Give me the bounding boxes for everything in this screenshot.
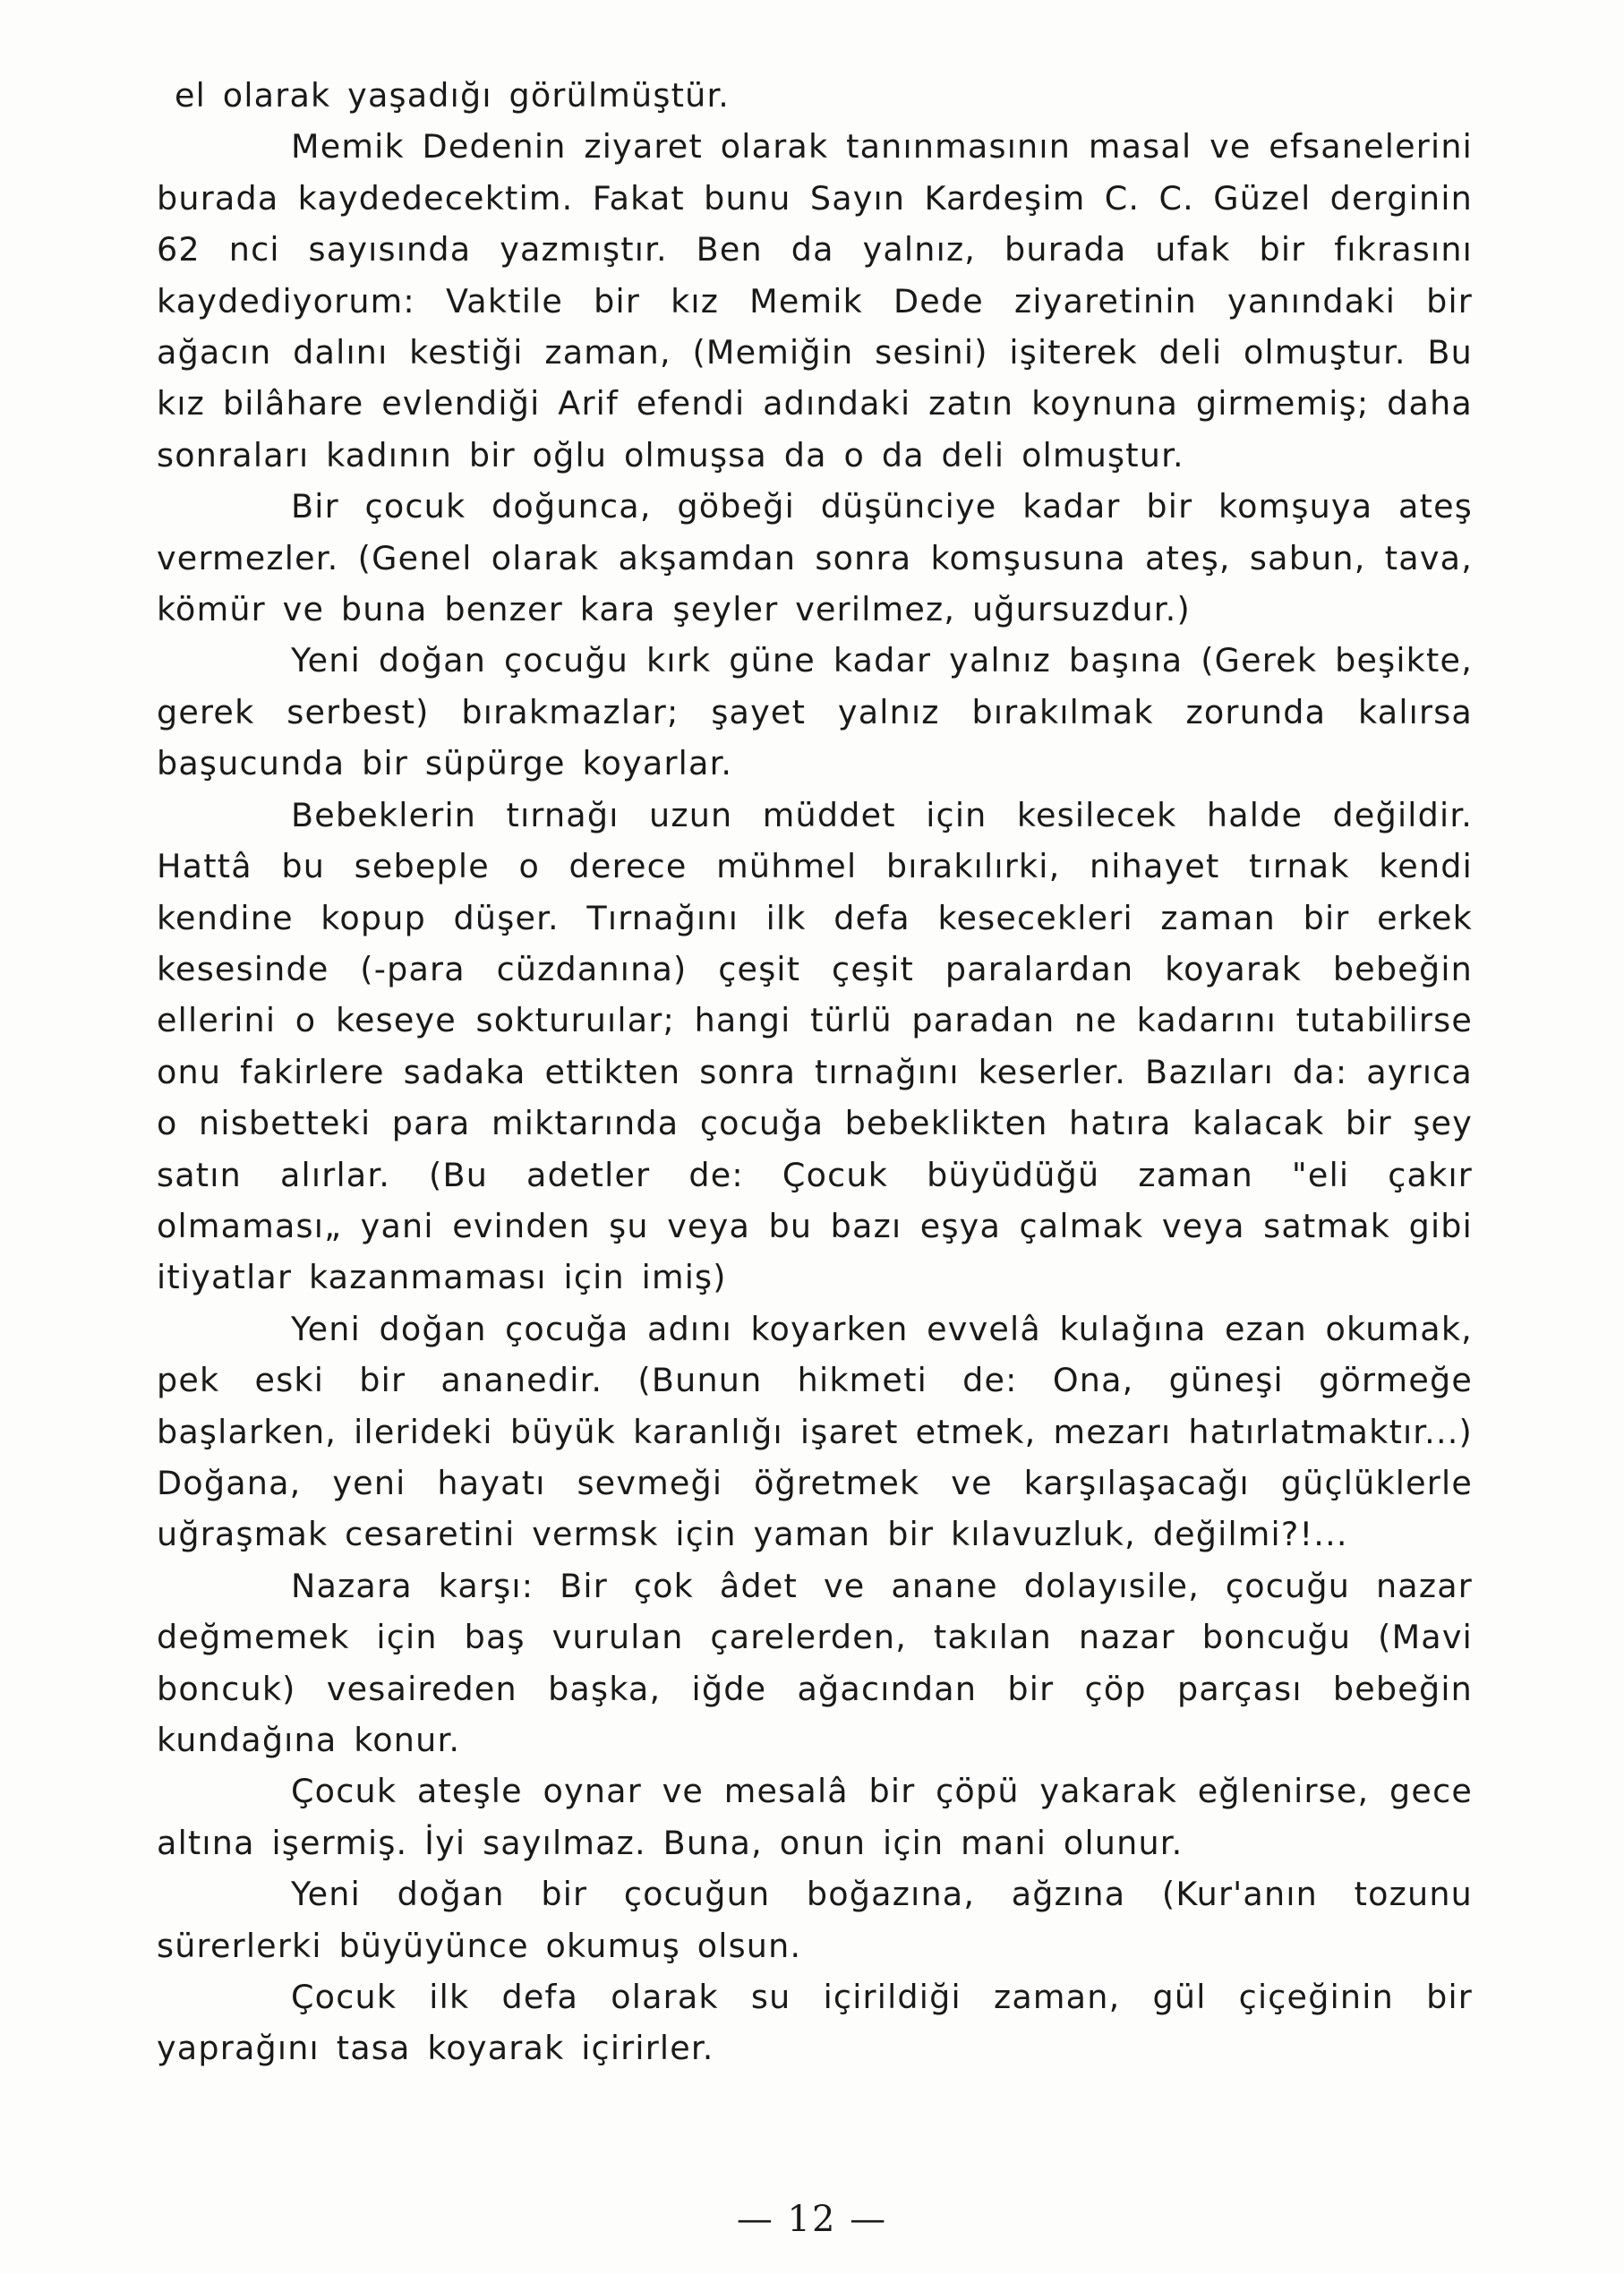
- paragraph-memik-dede: Memik Dedenin ziyaret olarak tanınmasının masal ve efsanelerini burada kaydedecektim. Fakat bunu Sayın Kardeşim C. C. Güzel derginin 62 nci sayısında yazmıştır. Ben da yalnız, burada ufak bir fıkrasını kaydediyorum: Vaktile bir kız Memik Dede ziyaretinin yanındaki bir ağacın dalını kestiği zaman, (Memiğin sesini) işiterek deli olmuştur. Bu kız bilâhare evlendiği Arif efendi adındaki zatın koynuna girmemiş; daha sonraları kadının bir oğlu olmuşsa da o da deli olmuştur.: [157, 127, 1473, 474]
- body-text: [157, 70, 1473, 2074]
- paragraph-nazar: Nazara karşı: Bir çok âdet ve anane dolayısile, çocuğu nazar değmemek için baş vurulan çarelerden, takılan nazar boncuğu (Mavi boncuk) vesaireden başka, iğde ağacından bir çöp parçası bebeğin kundağına konur.: [157, 1566, 1473, 1759]
- paragraph-gul-yapragi: Çocuk ilk defa olarak su içirildiği zaman, gül çiçeğinin bir yaprağını tasa koyarak içirirler.: [157, 1978, 1473, 2068]
- paragraph-ates-oyun: Çocuk ateşle oynar ve mesalâ bir çöpü yakarak eğlenirse, gece altına işermiş. İyi sayılmaz. Buna, onun için mani olunur.: [157, 1772, 1473, 1862]
- paragraph-tirnak: Bebeklerin tırnağı uzun müddet için kesilecek halde değildir. Hattâ bu sebeple o derece mühmel bırakılırki, nihayet tırnak kendi kendine kopup düşer. Tırnağını ilk defa kesecekleri zaman bir erkek kesesinde (-para cüzdanına) çeşit çeşit paralardan koyarak bebeğin ellerini o keseye sokturuılar; hangi türlü paradan ne kadarını tutabilirse onu fakirlere sadaka ettikten sonra tırnağını keserler. Bazıları da: ayrıca o nisbetteki para miktarında çocuğa bebeklikten hatıra kalacak bir şey satın alırlar. (Bu adetler de: Çocuk büyüdüğü zaman "eli çakır olmaması„ yani evinden şu veya bu bazı eşya çalmak veya satmak gibi itiyatlar kazanmaması için imiş): [157, 795, 1473, 1297]
- paragraph-continuation: el olarak yaşadığı görülmüştür.: [175, 76, 731, 115]
- page-number: — 12 —: [736, 2199, 888, 2240]
- paragraph-ezan: Yeni doğan çocuğa adını koyarken evvelâ kulağına ezan okumak, pek eski bir ananedir. (Bunun hikmeti de: Ona, güneşi görmeğe başlarken, ilerideki büyük karanlığı işaret etmek, mezarı hatırlatmaktır...) Doğana, yeni hayatı sevmeği öğretmek ve karşılaşacağı güçlüklerle uğraşmak cesaretini vermsk için yaman bir kılavuzluk, değilmi?!...: [157, 1309, 1473, 1554]
- paragraph-yalniz-birakmazlar: Yeni doğan çocuğu kırk güne kadar yalnız başına (Gerek beşikte, gerek serbest) bırakmazlar; şayet yalnız bırakılmak zorunda kalırsa başucunda bir süpürge koyarlar.: [157, 641, 1473, 783]
- paragraph-kuran-tozu: Yeni doğan bir çocuğun boğazına, ağzına (Kur'anın tozunu sürerlerki büyüyünce okumuş olsun.: [157, 1875, 1473, 1965]
- paragraph-ates-vermezler: Bir çocuk doğunca, göbeği düşünciye kadar bir komşuya ateş vermezler. (Genel olarak akşamdan sonra komşusuna ateş, sabun, tava, kömür ve buna benzer kara şeyler verilmez, uğursuzdur.): [157, 487, 1473, 629]
